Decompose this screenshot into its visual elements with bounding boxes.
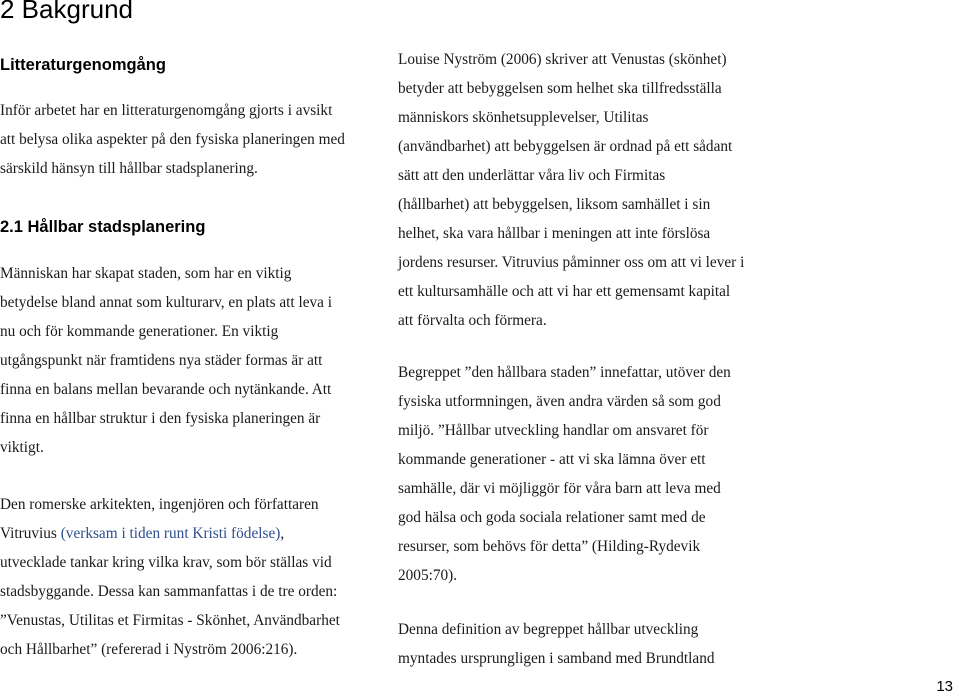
text-line: fysiska utformningen, även andra värden så som god xyxy=(398,393,721,410)
page-number: 13 xyxy=(936,678,953,695)
text-fragment: Vitruvius xyxy=(0,525,61,542)
text-fragment: , xyxy=(280,525,285,542)
reference-link[interactable]: (verksam i tiden runt Kristi födelse) xyxy=(60,525,281,542)
body-paragraph-1 xyxy=(0,259,332,462)
right-paragraph-1 xyxy=(398,45,744,335)
text-line: ett kultursamhälle och att vi har ett gemensamt kapital xyxy=(398,283,731,300)
text-line: (användbarhet) att bebyggelsen är ordnad på ett sådant xyxy=(398,138,733,155)
text-line: utgångspunkt när framtidens nya städer formas är att xyxy=(0,352,323,369)
text-line: utvecklade tankar kring vilka krav, som bör ställas vid xyxy=(0,554,332,571)
text-line: finna en balans mellan bevarande och nytänkande. Att xyxy=(0,381,332,398)
text-line: ”Venustas, Utilitas et Firmitas - Skönhet, Användbarhet xyxy=(0,612,340,629)
text-line: miljö. ”Hållbar utveckling handlar om ansvaret för xyxy=(398,422,709,439)
text-line: helhet, ska vara hållbar i meningen att inte förslösa xyxy=(398,225,711,242)
text-line: Begreppet ”den hållbara staden” innefattar, utöver den xyxy=(398,364,731,381)
text-line: finna en hållbar struktur i den fysiska planeringen är xyxy=(0,410,321,427)
text-line: resurser, som behövs för detta” (Hilding-Rydevik xyxy=(398,538,701,555)
text-line: Inför arbetet har en litteraturgenomgång gjorts i avsikt xyxy=(0,102,333,119)
text-line: stadsbyggande. Dessa kan sammanfattas i de tre orden: xyxy=(0,583,338,600)
text-line: Louise Nyström (2006) skriver att Venustas (skönhet) xyxy=(398,51,727,68)
text-line: viktigt. xyxy=(0,439,44,456)
text-line: jordens resurser. Vitruvius påminner oss om att vi lever i xyxy=(398,254,745,271)
chapter-title: 2 Bakgrund xyxy=(0,0,133,24)
text-line: Den romerske arkitekten, ingenjören och författaren xyxy=(0,496,319,513)
section-heading: Litteraturgenomgång xyxy=(0,56,166,74)
text-line: att belysa olika aspekter på den fysiska planeringen med xyxy=(0,131,345,148)
text-line: (hållbarhet) att bebyggelsen, liksom samhället i sin xyxy=(398,196,711,213)
text-line: Människan har skapat staden, som har en viktig xyxy=(0,265,292,282)
text-line: myntades ursprungligen i samband med Brundtland xyxy=(398,650,715,667)
right-paragraph-3 xyxy=(398,615,715,673)
text-line xyxy=(0,519,340,548)
text-line: människors skönhetsupplevelser, Utilitas xyxy=(398,109,649,126)
text-line: betyder att bebyggelsen som helhet ska tillfredsställa xyxy=(398,80,722,97)
right-paragraph-2 xyxy=(398,358,731,590)
text-line: Denna definition av begreppet hållbar utveckling xyxy=(398,621,699,638)
text-line: 2005:70). xyxy=(398,567,458,584)
body-paragraph-2 xyxy=(0,490,340,664)
subsection-heading: 2.1 Hållbar stadsplanering xyxy=(0,218,206,236)
text-line: sätt att den underlättar våra liv och Firmitas xyxy=(398,167,666,184)
text-line: nu och för kommande generationer. En viktig xyxy=(0,323,279,340)
text-line: att förvalta och förmera. xyxy=(398,312,547,329)
text-line: särskild hänsyn till hållbar stadsplanering. xyxy=(0,160,258,177)
text-line: god hälsa och goda sociala relationer samt med de xyxy=(398,509,706,526)
text-line: och Hållbarhet” (refererad i Nyström 2006:216). xyxy=(0,641,298,658)
text-line: samhälle, där vi möjliggör för våra barn att leva med xyxy=(398,480,721,497)
text-line: kommande generationer - att vi ska lämna över ett xyxy=(398,451,706,468)
intro-paragraph xyxy=(0,96,345,183)
text-line: betydelse bland annat som kulturarv, en plats att leva i xyxy=(0,294,333,311)
